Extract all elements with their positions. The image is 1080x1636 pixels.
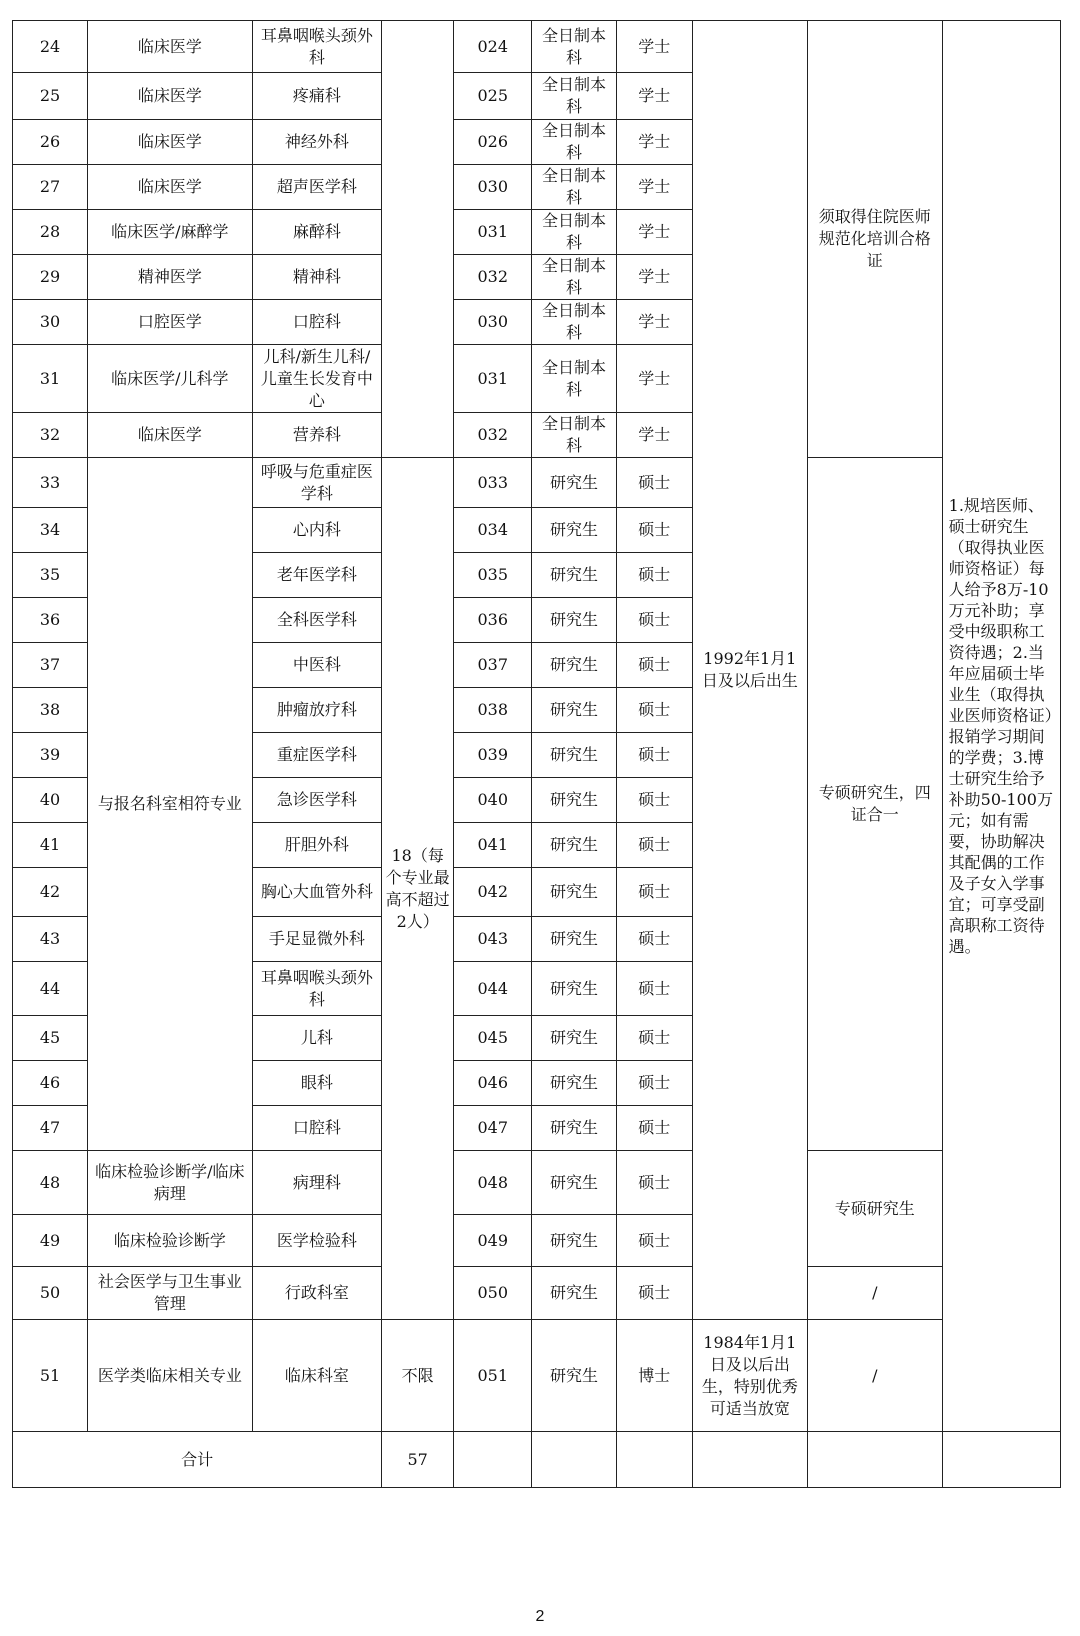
other-requirement-cell: 专硕研究生 — [807, 1151, 942, 1267]
row-number: 44 — [13, 962, 88, 1016]
education-cell: 研究生 — [532, 778, 616, 823]
position-code-cell: 031 — [454, 345, 532, 413]
department-cell: 呼吸与危重症医学科 — [252, 458, 382, 508]
position-code-cell: 046 — [454, 1061, 532, 1106]
row-number: 45 — [13, 1016, 88, 1061]
education-cell: 研究生 — [532, 458, 616, 508]
department-cell: 中医科 — [252, 643, 382, 688]
degree-cell: 硕士 — [616, 962, 692, 1016]
degree-cell: 学士 — [616, 165, 692, 210]
position-code-cell: 041 — [454, 823, 532, 868]
count-cell: 不限 — [382, 1320, 454, 1432]
table-edge — [1060, 1432, 1080, 1488]
total-empty-cell — [532, 1432, 616, 1488]
degree-cell: 学士 — [616, 73, 692, 120]
education-cell: 研究生 — [532, 598, 616, 643]
department-cell: 肝胆外科 — [252, 823, 382, 868]
degree-cell: 硕士 — [616, 917, 692, 962]
department-cell: 儿科/新生儿科/儿童生长发育中心 — [252, 345, 382, 413]
major-cell: 临床检验诊断学 — [88, 1215, 253, 1267]
position-code-cell: 047 — [454, 1106, 532, 1151]
education-cell: 研究生 — [532, 553, 616, 598]
department-cell: 心内科 — [252, 508, 382, 553]
degree-cell: 硕士 — [616, 733, 692, 778]
major-cell: 临床医学 — [88, 165, 253, 210]
education-cell: 研究生 — [532, 1106, 616, 1151]
education-cell: 研究生 — [532, 1320, 616, 1432]
row-number: 34 — [13, 508, 88, 553]
row-number: 36 — [13, 598, 88, 643]
position-code-cell: 048 — [454, 1151, 532, 1215]
other-requirement-cell: / — [807, 1267, 942, 1320]
degree-cell: 硕士 — [616, 1151, 692, 1215]
degree-cell: 硕士 — [616, 508, 692, 553]
degree-cell: 硕士 — [616, 688, 692, 733]
major-cell: 口腔医学 — [88, 300, 253, 345]
degree-cell: 学士 — [616, 21, 692, 73]
position-code-cell: 030 — [454, 300, 532, 345]
department-cell: 耳鼻咽喉头颈外科 — [252, 21, 382, 73]
major-cell: 精神医学 — [88, 255, 253, 300]
row-number: 42 — [13, 868, 88, 917]
table-row — [13, 21, 1080, 73]
education-cell: 研究生 — [532, 1151, 616, 1215]
education-cell: 研究生 — [532, 823, 616, 868]
degree-cell: 学士 — [616, 413, 692, 458]
department-cell: 老年医学科 — [252, 553, 382, 598]
major-cell: 社会医学与卫生事业管理 — [88, 1267, 253, 1320]
total-row — [13, 1432, 1080, 1488]
position-code-cell: 024 — [454, 21, 532, 73]
row-number: 32 — [13, 413, 88, 458]
education-cell: 研究生 — [532, 1016, 616, 1061]
degree-cell: 学士 — [616, 255, 692, 300]
row-number: 49 — [13, 1215, 88, 1267]
position-code-cell: 035 — [454, 553, 532, 598]
department-cell: 病理科 — [252, 1151, 382, 1215]
table-body — [13, 21, 1080, 1488]
position-code-cell: 038 — [454, 688, 532, 733]
degree-cell: 硕士 — [616, 868, 692, 917]
age-requirement-cell: 1984年1月1日及以后出生，特别优秀可适当放宽 — [692, 1320, 807, 1432]
degree-cell: 硕士 — [616, 1267, 692, 1320]
degree-cell: 硕士 — [616, 553, 692, 598]
department-cell: 全科医学科 — [252, 598, 382, 643]
total-empty-cell — [616, 1432, 692, 1488]
degree-cell: 硕士 — [616, 823, 692, 868]
row-number: 38 — [13, 688, 88, 733]
department-cell: 麻醉科 — [252, 210, 382, 255]
row-number: 30 — [13, 300, 88, 345]
degree-cell: 博士 — [616, 1320, 692, 1432]
table-row — [13, 458, 1080, 508]
degree-cell: 学士 — [616, 120, 692, 165]
department-cell: 肿瘤放疗科 — [252, 688, 382, 733]
major-cell: 临床医学 — [88, 73, 253, 120]
department-cell: 急诊医学科 — [252, 778, 382, 823]
education-cell: 研究生 — [532, 733, 616, 778]
position-code-cell: 042 — [454, 868, 532, 917]
degree-cell: 硕士 — [616, 1061, 692, 1106]
education-cell: 全日制本科 — [532, 120, 616, 165]
degree-cell: 硕士 — [616, 643, 692, 688]
position-code-cell: 051 — [454, 1320, 532, 1432]
row-number: 35 — [13, 553, 88, 598]
department-cell: 神经外科 — [252, 120, 382, 165]
row-number: 37 — [13, 643, 88, 688]
count-cell — [382, 21, 454, 458]
department-cell: 耳鼻咽喉头颈外科 — [252, 962, 382, 1016]
table-edge — [1060, 21, 1080, 1432]
education-cell: 全日制本科 — [532, 300, 616, 345]
position-code-cell: 025 — [454, 73, 532, 120]
row-number: 29 — [13, 255, 88, 300]
department-cell: 胸心大血管外科 — [252, 868, 382, 917]
position-code-cell: 045 — [454, 1016, 532, 1061]
recruitment-table — [12, 20, 1080, 1488]
education-cell: 研究生 — [532, 1267, 616, 1320]
other-requirement-cell: 须取得住院医师规范化培训合格证 — [807, 21, 942, 458]
total-empty-cell — [454, 1432, 532, 1488]
major-cell: 临床医学/儿科学 — [88, 345, 253, 413]
total-count: 57 — [382, 1432, 454, 1488]
major-cell: 临床医学 — [88, 413, 253, 458]
degree-cell: 硕士 — [616, 1215, 692, 1267]
education-cell: 研究生 — [532, 508, 616, 553]
department-cell: 精神科 — [252, 255, 382, 300]
position-code-cell: 037 — [454, 643, 532, 688]
position-code-cell: 040 — [454, 778, 532, 823]
total-empty-cell — [807, 1432, 942, 1488]
row-number: 43 — [13, 917, 88, 962]
department-cell: 疼痛科 — [252, 73, 382, 120]
department-cell: 口腔科 — [252, 300, 382, 345]
department-cell: 重症医学科 — [252, 733, 382, 778]
table-row — [13, 1320, 1080, 1432]
position-code-cell: 032 — [454, 413, 532, 458]
position-code-cell: 044 — [454, 962, 532, 1016]
degree-cell: 硕士 — [616, 778, 692, 823]
row-number: 31 — [13, 345, 88, 413]
education-cell: 全日制本科 — [532, 73, 616, 120]
position-code-cell: 049 — [454, 1215, 532, 1267]
row-number: 24 — [13, 21, 88, 73]
benefits-cell: 1.规培医师、硕士研究生（取得执业医师资格证）每人给予8万-10万元补助；享受中级职称工资待遇；2.当年应届硕士毕业生（取得执业医师资格证）报销学习期间的学费；3.博士研究生给予补助50-100万元；如有需要，协助解决其配偶的工作及子女入学事宜；可享受副高职称工资待遇。 — [942, 21, 1060, 1432]
department-cell: 手足显微外科 — [252, 917, 382, 962]
degree-cell: 硕士 — [616, 1016, 692, 1061]
education-cell: 研究生 — [532, 962, 616, 1016]
position-code-cell: 026 — [454, 120, 532, 165]
row-number: 33 — [13, 458, 88, 508]
position-code-cell: 034 — [454, 508, 532, 553]
education-cell: 研究生 — [532, 1061, 616, 1106]
table-row — [13, 1151, 1080, 1215]
education-cell: 全日制本科 — [532, 413, 616, 458]
row-number: 40 — [13, 778, 88, 823]
education-cell: 全日制本科 — [532, 345, 616, 413]
department-cell: 医学检验科 — [252, 1215, 382, 1267]
position-code-cell: 036 — [454, 598, 532, 643]
row-number: 47 — [13, 1106, 88, 1151]
page-number: 2 — [535, 1608, 545, 1625]
row-number: 50 — [13, 1267, 88, 1320]
row-number: 39 — [13, 733, 88, 778]
row-number: 28 — [13, 210, 88, 255]
degree-cell: 硕士 — [616, 1106, 692, 1151]
education-cell: 研究生 — [532, 1215, 616, 1267]
degree-cell: 学士 — [616, 210, 692, 255]
row-number: 26 — [13, 120, 88, 165]
department-cell: 临床科室 — [252, 1320, 382, 1432]
table-row — [13, 1267, 1080, 1320]
total-empty-cell — [692, 1432, 807, 1488]
row-number: 51 — [13, 1320, 88, 1432]
age-requirement-cell: 1992年1月1日及以后出生 — [692, 21, 807, 1320]
other-requirement-cell: 专硕研究生，四证合一 — [807, 458, 942, 1151]
department-cell: 儿科 — [252, 1016, 382, 1061]
education-cell: 研究生 — [532, 917, 616, 962]
total-empty-cell — [942, 1432, 1060, 1488]
degree-cell: 硕士 — [616, 458, 692, 508]
row-number: 25 — [13, 73, 88, 120]
education-cell: 全日制本科 — [532, 21, 616, 73]
row-number: 46 — [13, 1061, 88, 1106]
education-cell: 研究生 — [532, 643, 616, 688]
education-cell: 全日制本科 — [532, 210, 616, 255]
row-number: 41 — [13, 823, 88, 868]
count-cell: 18（每个专业最高不超过2人） — [382, 458, 454, 1320]
education-cell: 研究生 — [532, 868, 616, 917]
position-code-cell: 031 — [454, 210, 532, 255]
total-label: 合计 — [13, 1432, 382, 1488]
other-requirement-cell: / — [807, 1320, 942, 1432]
degree-cell: 学士 — [616, 345, 692, 413]
major-cell: 临床医学/麻醉学 — [88, 210, 253, 255]
position-code-cell: 032 — [454, 255, 532, 300]
department-cell: 口腔科 — [252, 1106, 382, 1151]
department-cell: 超声医学科 — [252, 165, 382, 210]
major-cell: 医学类临床相关专业 — [88, 1320, 253, 1432]
department-cell: 营养科 — [252, 413, 382, 458]
major-cell: 临床医学 — [88, 120, 253, 165]
position-code-cell: 033 — [454, 458, 532, 508]
major-cell: 与报名科室相符专业 — [88, 458, 253, 1151]
degree-cell: 硕士 — [616, 598, 692, 643]
position-code-cell: 043 — [454, 917, 532, 962]
position-code-cell: 039 — [454, 733, 532, 778]
major-cell: 临床检验诊断学/临床病理 — [88, 1151, 253, 1215]
position-code-cell: 030 — [454, 165, 532, 210]
department-cell: 眼科 — [252, 1061, 382, 1106]
education-cell: 研究生 — [532, 688, 616, 733]
position-code-cell: 050 — [454, 1267, 532, 1320]
education-cell: 全日制本科 — [532, 255, 616, 300]
row-number: 48 — [13, 1151, 88, 1215]
department-cell: 行政科室 — [252, 1267, 382, 1320]
degree-cell: 学士 — [616, 300, 692, 345]
row-number: 27 — [13, 165, 88, 210]
education-cell: 全日制本科 — [532, 165, 616, 210]
major-cell: 临床医学 — [88, 21, 253, 73]
